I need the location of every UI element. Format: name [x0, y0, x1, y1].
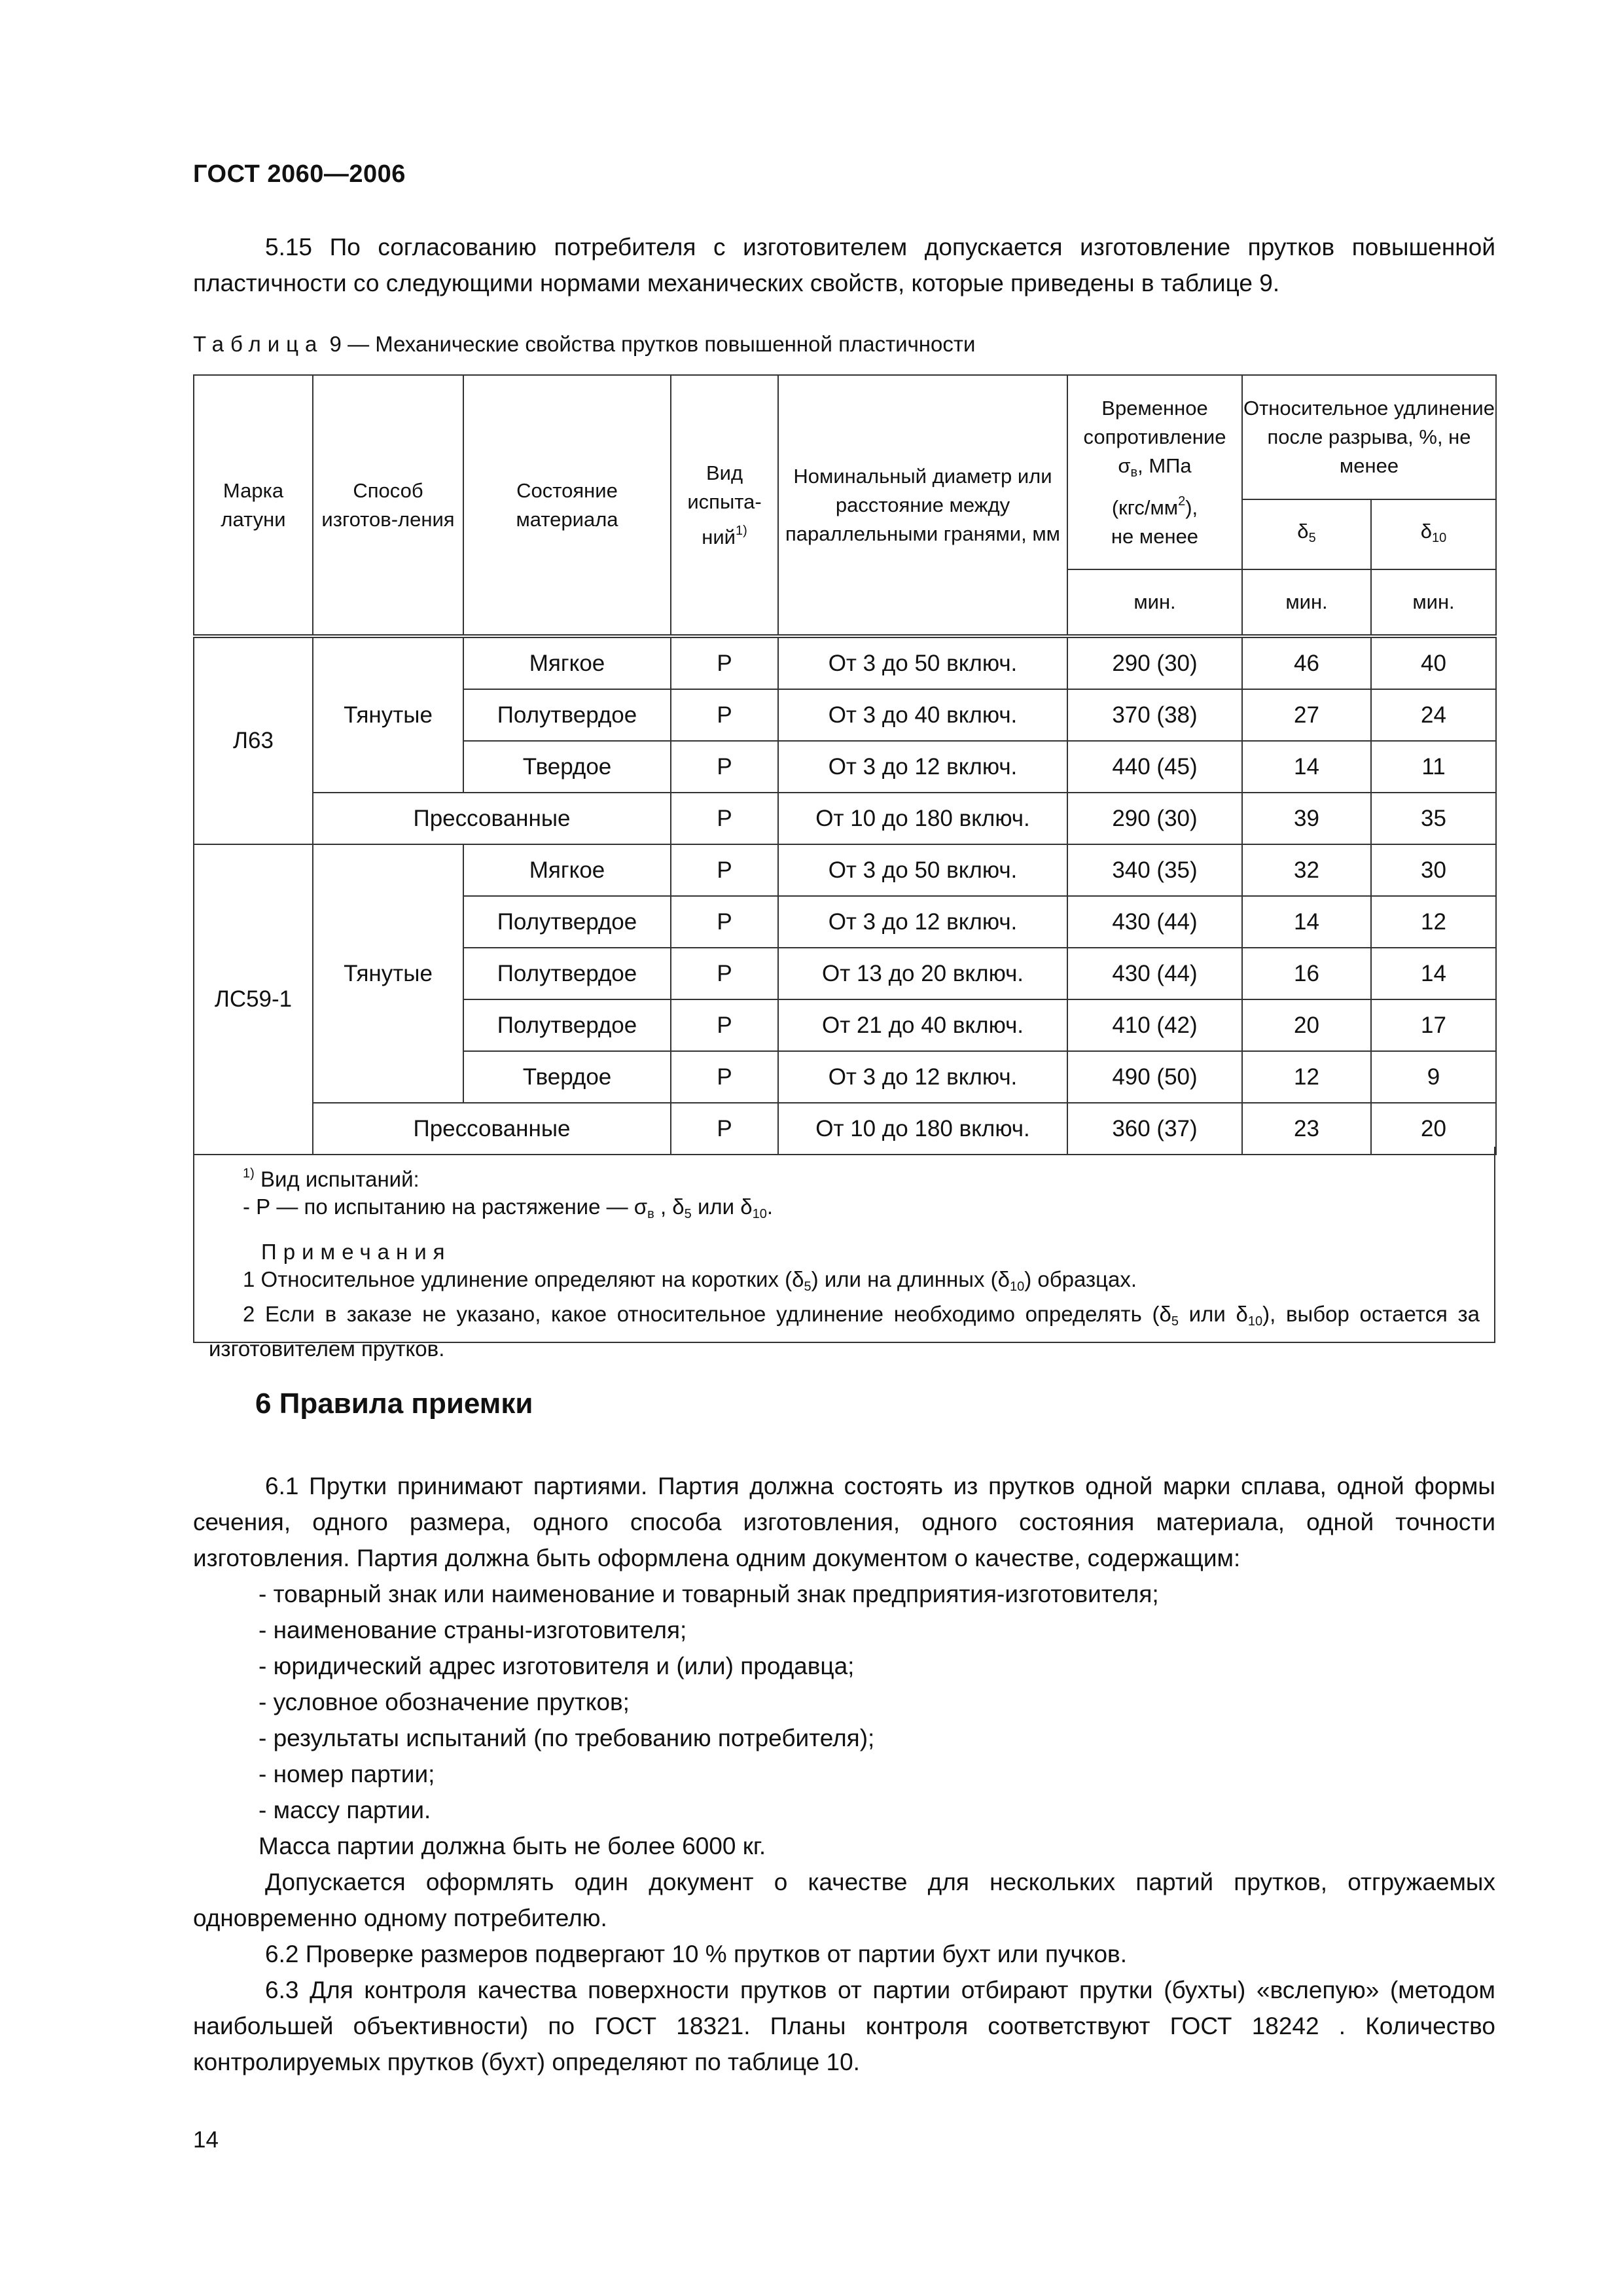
- header-min-strength: мин.: [1067, 569, 1242, 636]
- footnote-title: $^{1)}$ Вид испытаний:: [243, 1166, 419, 1191]
- strength-cell: 360 (37): [1067, 1103, 1242, 1155]
- strength-cell: 340 (35): [1067, 844, 1242, 896]
- clause-6-3: 6.3 Для контроля качества поверхности прутков от партии отбирают прутки (бухты) «вслепую» (методом наибольшей объективности) по ГОСТ 18321. Планы контроля соответствуют ГОСТ 18242 . Количество контролируемых прутков (бухт) определяют по таблице 10.: [193, 1977, 1495, 2075]
- d10-cell: 35: [1371, 793, 1496, 844]
- d10-cell: 30: [1371, 844, 1496, 896]
- range-cell: От 3 до 50 включ.: [778, 844, 1067, 896]
- header-min-d5: мин.: [1242, 569, 1371, 636]
- note-2: 2 Если в заказе не указано, какое относительное удлинение необходимо определять ($\delta_5$ или $\delta_{10}$), выбор остается за изготовителем прутков.: [209, 1302, 1480, 1361]
- table-row: [194, 844, 1496, 896]
- footnote-text: - Р — по испытанию на растяжение — $\sigma_в$ , $\delta_5$ или $\delta_{10}$.: [243, 1194, 774, 1221]
- d5-cell: 14: [1242, 741, 1371, 793]
- pressed-cell: Прессованные: [313, 1103, 671, 1155]
- d5-cell: 46: [1242, 636, 1371, 689]
- state-cell: Полутвердое: [463, 948, 671, 999]
- document-contents-list: [259, 1576, 1159, 1864]
- grade-cell: ЛС59-1: [194, 844, 313, 1155]
- list-item: - результаты испытаний (по требованию потребителя);: [259, 1725, 875, 1751]
- d10-cell: 20: [1371, 1103, 1496, 1155]
- strength-cell: 440 (45): [1067, 741, 1242, 793]
- test-cell: Р: [671, 793, 778, 844]
- strength-cell: 430 (44): [1067, 948, 1242, 999]
- d10-cell: 17: [1371, 999, 1496, 1051]
- header-test-type: Вид испыта-ний$^{1)}$: [671, 375, 778, 636]
- d5-cell: 14: [1242, 896, 1371, 948]
- d10-cell: 24: [1371, 689, 1496, 741]
- d5-cell: 23: [1242, 1103, 1371, 1155]
- test-cell: Р: [671, 948, 778, 999]
- strength-cell: 290 (30): [1067, 793, 1242, 844]
- state-cell: Твердое: [463, 1051, 671, 1103]
- list-item: - юридический адрес изготовителя и (или) продавца;: [259, 1653, 855, 1679]
- table-caption: [193, 332, 975, 357]
- list-item: - номер партии;: [259, 1761, 435, 1787]
- clause-6-1: 6.1 Прутки принимают партиями. Партия должна состоять из прутков одной марки сплава, одной формы сечения, одного размера, одного способа изготовления, одного состояния материала, одной точности изготовления. Партия должна быть оформлена одним документом о качестве, содержащим:: [193, 1473, 1495, 1571]
- test-cell: Р: [671, 636, 778, 689]
- d5-cell: 12: [1242, 1051, 1371, 1103]
- method-cell: Тянутые: [313, 844, 463, 1103]
- strength-cell: 430 (44): [1067, 896, 1242, 948]
- state-cell: Полутвердое: [463, 999, 671, 1051]
- range-cell: От 3 до 12 включ.: [778, 741, 1067, 793]
- strength-cell: 290 (30): [1067, 636, 1242, 689]
- d10-cell: 11: [1371, 741, 1496, 793]
- d10-cell: 14: [1371, 948, 1496, 999]
- d10-cell: 40: [1371, 636, 1496, 689]
- strength-cell: 370 (38): [1067, 689, 1242, 741]
- mechanical-properties-table: [193, 374, 1497, 1155]
- table-notes: [193, 1147, 1495, 1361]
- notes-heading: Примечания: [261, 1240, 452, 1264]
- doc-note: Допускается оформлять один документ о качестве для нескольких партий прутков, отгружаемых одновременно одному потребителю.: [193, 1869, 1495, 1931]
- clause-6-2: 6.2 Проверке размеров подвергают 10 % прутков от партии бухт или пучков.: [265, 1941, 1127, 1967]
- d5-cell: 32: [1242, 844, 1371, 896]
- document-header: ГОСТ 2060—2006: [193, 160, 406, 188]
- state-cell: Полутвердое: [463, 689, 671, 741]
- range-cell: От 3 до 50 включ.: [778, 636, 1067, 689]
- state-cell: Твердое: [463, 741, 671, 793]
- header-method: Способ изготов-ления: [313, 375, 463, 636]
- method-cell: Тянутые: [313, 636, 463, 793]
- range-cell: От 3 до 12 включ.: [778, 1051, 1067, 1103]
- test-cell: Р: [671, 999, 778, 1051]
- test-cell: Р: [671, 741, 778, 793]
- table-caption-word: Таблица: [193, 332, 324, 356]
- section-title: 6 Правила приемки: [255, 1388, 533, 1420]
- page-number: 14: [193, 2127, 219, 2153]
- mass-limit: Масса партии должна быть не более 6000 кг.: [259, 1833, 766, 1859]
- table-caption-title: 9 — Механические свойства прутков повышенной пластичности: [323, 332, 976, 356]
- d10-cell: 9: [1371, 1051, 1496, 1103]
- table-row: [194, 636, 1496, 689]
- list-item: - товарный знак или наименование и товарный знак предприятия-изготовителя;: [259, 1581, 1159, 1607]
- range-cell: От 13 до 20 включ.: [778, 948, 1067, 999]
- range-cell: От 3 до 40 включ.: [778, 689, 1067, 741]
- test-cell: Р: [671, 689, 778, 741]
- footnote-ref: 1): [735, 523, 747, 538]
- header-grade: Марка латуни: [194, 375, 313, 636]
- strength-cell: 410 (42): [1067, 999, 1242, 1051]
- range-cell: От 10 до 180 включ.: [778, 1103, 1067, 1155]
- d5-cell: 20: [1242, 999, 1371, 1051]
- header-delta-5: $\delta_5$: [1242, 499, 1371, 569]
- clause-5-15: 5.15 По согласованию потребителя с изготовителем допускается изготовление прутков повышенной пластичности со следующими нормами механических свойств, которые приведены в таблице 9.: [193, 234, 1495, 296]
- list-item: - массу партии.: [259, 1797, 431, 1823]
- header-elongation: Относительное удлинение после разрыва, %, не менее: [1242, 375, 1496, 499]
- header-state: Состояние материала: [463, 375, 671, 636]
- list-item: - наименование страны-изготовителя;: [259, 1617, 687, 1643]
- test-cell: Р: [671, 896, 778, 948]
- state-cell: Мягкое: [463, 636, 671, 689]
- test-cell: Р: [671, 844, 778, 896]
- state-cell: Мягкое: [463, 844, 671, 896]
- header-strength: Временное сопротивление $\sigma_в$, МПа $(кгс/мм^2)$, не менее: [1067, 375, 1242, 569]
- header-diameter: Номинальный диаметр или расстояние между параллельными гранями, мм: [778, 375, 1067, 636]
- range-cell: От 3 до 12 включ.: [778, 896, 1067, 948]
- header-delta-10: $\delta_{10}$: [1371, 499, 1496, 569]
- test-cell: Р: [671, 1051, 778, 1103]
- pressed-cell: Прессованные: [313, 793, 671, 844]
- list-item: - условное обозначение прутков;: [259, 1689, 630, 1715]
- state-cell: Полутвердое: [463, 896, 671, 948]
- d10-cell: 12: [1371, 896, 1496, 948]
- header-min-d10: мин.: [1371, 569, 1496, 636]
- d5-cell: 16: [1242, 948, 1371, 999]
- table-row: [194, 793, 1496, 844]
- range-cell: От 21 до 40 включ.: [778, 999, 1067, 1051]
- grade-cell: Л63: [194, 636, 313, 844]
- strength-cell: 490 (50): [1067, 1051, 1242, 1103]
- range-cell: От 10 до 180 включ.: [778, 793, 1067, 844]
- d5-cell: 27: [1242, 689, 1371, 741]
- test-cell: Р: [671, 1103, 778, 1155]
- note-1: 1 Относительное удлинение определяют на коротких $(\delta_5)$ или на длинных $(\delta_{10})$ образцах.: [243, 1267, 1137, 1294]
- d5-cell: 39: [1242, 793, 1371, 844]
